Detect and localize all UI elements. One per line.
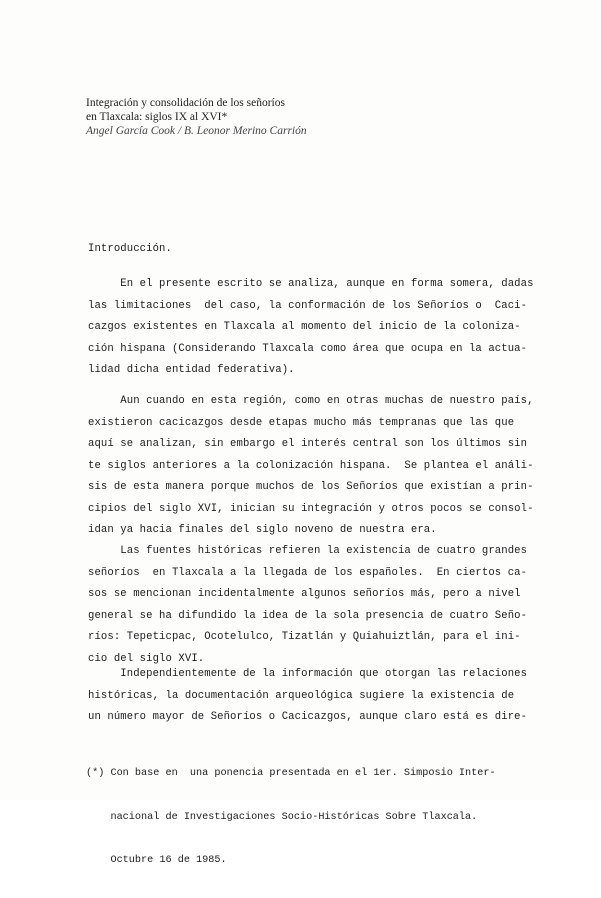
paragraph-line: las limitaciones del caso, la conformación de los Señoríos o Caci- [88,299,528,312]
footnote-line: (*) Con base en una ponencia presentada en el 1er. Simposio Inter- [86,768,496,779]
paragraph-line: En el presente escrito se analiza, aunque en forma somera, dadas [88,278,534,290]
paragraph-line: lidad dicha entidad federativa). [88,364,295,376]
paragraph-line: te siglos anteriores a la colonización hispana. Se plantea el análi- [88,459,534,472]
article-title-line-1: Integración y consolidación de los señoríos [86,97,285,109]
paragraph-line: ríos: Tepeticpac, Ocotelulco, Tizatlán y Quiahuiztlán, para el ini- [88,631,521,643]
paragraph-line: existieron cacicazgos desde etapas mucho más tempranas que las que [88,416,515,429]
footnote-line: nacional de Investigaciones Socio-Históricas Sobre Tlaxcala. [86,811,478,823]
paragraph-line: idan ya hacia finales del siglo noveno de nuestra era. [88,524,437,536]
paragraph-line: señoríos en Tlaxcala a la llegada de los españoles. En ciertos ca- [88,566,528,579]
paragraph-line: general se ha difundido la idea de la sola presencia de cuatro Seño- [88,609,528,622]
footnote-line: Octubre 16 de 1985. [86,855,227,866]
article-authors: Angel García Cook / B. Leonor Merino Carrión [86,125,307,137]
paragraph-line: ción hispana (Considerando Tlaxcala como área que ocupa en la actua- [88,342,528,355]
footnote [86,738,496,898]
paragraph-line: cio del siglo XVI. [88,652,205,665]
paragraph-line: sis de esta manera porque muchos de los Señoríos que existían a prin- [88,481,534,493]
paragraph-line: aquí se analizan, sin embargo el interés central son los últimos sin [88,438,528,450]
paragraph-line: sos se mencionan incidentalmente algunos señoríos más, pero a nivel [88,588,521,600]
paragraph-line: cazgos existentes en Tlaxcala al momento del inicio de la coloniza- [88,321,521,333]
paragraph-line: Las fuentes históricas refieren la existencia de cuatro grandes [88,545,528,557]
article-title-line-2: en Tlaxcala: siglos IX al XVI* [86,111,228,123]
paragraph-line: un número mayor de Señoríos o Cacicazgos, aunque claro está es dire- [88,711,528,723]
section-heading: Introducción. [88,243,172,255]
paragraph-line: Aun cuando en esta región, como en otras muchas de nuestro país, [88,395,534,407]
paragraph-line: cipios del siglo XVI, inician su integración y otros pocos se consol- [88,502,534,515]
paragraph-line: Independientemente de la información que otorgan las relaciones [88,668,528,680]
paragraph-line: históricas, la documentación arqueológica sugiere la existencia de [88,689,515,702]
